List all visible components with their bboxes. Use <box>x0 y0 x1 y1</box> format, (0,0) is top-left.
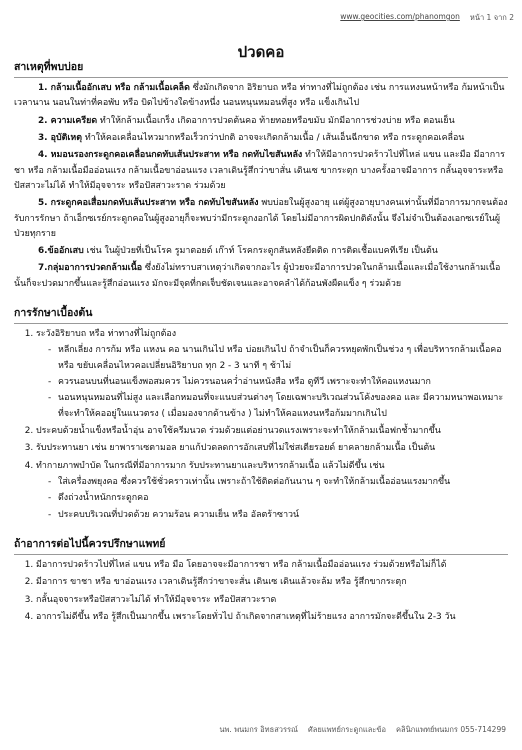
treatment-list <box>14 327 508 523</box>
cause-item <box>14 131 508 146</box>
treatment-step-text: ระวังอิริยาบถ หรือ ท่าทางที่ไม่ถูกต้อง <box>36 329 177 340</box>
treatment-bullet: - ประคบบริเวณที่ปวดด้วย ความร้อน ความเย็น หรือ อัลตร้าซาวน์ <box>58 508 508 523</box>
cause-lead: 5. กระดูกคอเสื่อมกดทับเส้นประสาท หรือ กดทับไขสันหลัง <box>38 198 259 209</box>
see-doctor-item: 4. อาการไม่ดีขึ้น หรือ รู้สึกเป็นมากขึ้น เพราะโดยทั่วไป ถ้าเกิดจากสาเหตุที่ไม่ร้ายแรง อาการมักจะดีขึ้นใน 2-3 วัน <box>36 610 508 625</box>
cause-text: ซึ่งมักเกิดจาก อิริยาบถ หรือ ท่าทางที่ไม่ถูกต้อง เช่น การแหงนหน้าหรือ ก้มหน้าเป็นเวลานาน นอนในท่าที่คอพับ หรือ บิดไปข้างใดข้างหนึ่ง นอนหนุนหมอนที่สูง หรือ แข็งเกินไป <box>14 83 505 109</box>
treatment-sublist <box>36 475 508 523</box>
cause-item <box>14 148 508 194</box>
cause-text: พบบ่อยในผู้สูงอายุ แต่ผู้สูงอายุบางคนเท่านั้นที่มีอาการมากจนต้องรับการรักษา ถ้าเอ็กซเรย์กระดูกคอในผู้สูงอายุก็จะพบว่ามีกระดูกงอกได้ โดยไม่มีอาการผิดปกติดังนั้น จึงไม่จำเป็นต้องเอกซเรย์ในผู้ป่วยทุกราย <box>14 198 508 239</box>
cause-lead: 1. กล้ามเนื้ออักเสบ หรือ กล้ามเนื้อเคล็ด <box>38 83 190 94</box>
page-title: ปวดคอ <box>237 43 285 61</box>
cause-text: ทำให้มีอาการปวดร้าวไปที่ไหล่ แขน และมือ มีอาการชา หรือ กล้ามเนื้อมืออ่อนแรง กล้ามเนื้อขาอ่อนแรง เวลาเดินรู้สึกว่าขาสั่น เดินเซ ขากระตุก บางครั้งอาจมีอาการ กลั้นอุจจาระหรือปัสสาวะไม่ได้ ทำให้มีอุจจาระ หรือปัสสาวะราด ร่วมด้วย <box>14 150 505 191</box>
cause-item <box>14 114 508 129</box>
source-url-link[interactable]: www.geocities.com/phanomgon <box>340 12 460 21</box>
treatment-step <box>36 459 508 523</box>
page-number: หน้า 1 จาก 2 <box>469 13 514 22</box>
cause-lead: 3. อุบัติเหตุ <box>38 132 83 143</box>
cause-lead: 4. หมอนรองกระดูกคอเคลื่อนกดทับเส้นประสาท หรือ กดทับไขสันหลัง <box>38 150 303 161</box>
treatment-step: 2. ประคบด้วยน้ำแข็งหรือน้ำอุ่น อาจใช้ครีมนวด ร่วมด้วยแต่อย่านวดแรงเพราะจะทำให้กล้ามเนื้อฟกช้ำมากขึ้น <box>36 424 508 439</box>
cause-lead: 2. ความเครียด <box>38 115 98 126</box>
cause-text: ซึ่งยังไม่ทราบสาเหตุว่าเกิดจากอะไร ผู้ป่วยจะมีอาการปวดในกล้ามเนื้อและเมื่อใช้งานกล้ามเนื้อนั้นก็จะปวดมากขึ้นและรู้สึกอ่อนแรง มักจะมีจุดที่กดเจ็บชัดเจนและอาจคลำได้ก้อนพังผืดแข็ง ๆ ร่วมด้วย <box>14 263 501 289</box>
cause-item <box>14 81 508 112</box>
treatment-bullet: - นอนหนุนหมอนที่ไม่สูง และเลือกหมอนที่จะแนบส่วนต่างๆ โดยเฉพาะบริเวณส่วนโค้งของคอ และ มีความหนาพอเหมาะที่จะทำให้คออยู่ในแนวตรง ( เมื่อมองจากด้านข้าง ) ไม่ทำให้คอแหงนหรือก้มมากเกินไป <box>58 391 508 422</box>
footer-specialty: ศัลยแพทย์กระดูกและข้อ <box>308 725 386 734</box>
article-body <box>14 58 508 627</box>
page-footer <box>219 724 506 736</box>
see-doctor-item: 2. มีอาการ ขาชา หรือ ขาอ่อนแรง เวลาเดินรู้สึกว่าขาจะสั่น เดินเซ เดินแล้วจะล้ม หรือ รู้สึกขากระตุก <box>36 575 508 590</box>
section-heading-treatment: การรักษาเบื้องต้น <box>14 304 508 324</box>
see-doctor-item: 1. มีอาการปวดร้าวไปที่ไหล่ แขน หรือ มือ โดยอาจจะมีอาการชา หรือ กล้ามเนื้อมืออ่อนแรง ร่วมด้วยหรือไม่ก็ได้ <box>36 558 508 573</box>
cause-item <box>14 261 508 292</box>
treatment-bullet: - หลีกเลี่ยง การก้ม หรือ แหงน คอ นานเกินไป หรือ บ่อยเกินไป ถ้าจำเป็นก็ควรหยุดพักเป็นช่วง ๆ เพื่อบริหารกล้ามเนื้อคอ หรือ ขยับเคลื่อนไหวคอเปลี่ยนอิริยาบถ ทุก 2 - 3 นาที ๆ ช้าไม่ <box>58 343 508 374</box>
page-header <box>340 12 514 24</box>
see-doctor-list <box>14 558 508 625</box>
section-heading-see-doctor: ถ้าอาการต่อไปนี้ควรปรึกษาแพทย์ <box>14 535 508 555</box>
see-doctor-item: 3. กลั้นอุจจาระหรือปัสสาวะไม่ได้ ทำให้มีอุจจาระ หรือปัสสาวะราด <box>36 593 508 608</box>
treatment-bullet: - ควรนอนบนที่นอนแข็งพอสมควร ไม่ควรนอนคว่ำอ่านหนังสือ หรือ ดูทีวี เพราะจะทำให้คอแหงนมาก <box>58 375 508 390</box>
treatment-step-text: ทำกายภาพบำบัด ในกรณีที่มีอาการมาก รับประทานยาและบริหารกล้ามเนื้อ แล้วไม่ดีขึ้น เช่น <box>36 460 385 471</box>
cause-lead: 7.กลุ่มอาการปวดกล้ามเนื้อ <box>38 263 143 274</box>
cause-text: ทำให้กล้ามเนื้อเกร็ง เกิดอาการปวดต้นคอ ท้ายทอยหรือขมับ มักมีอาการช่วงบ่าย หรือ ตอนเย็น <box>97 115 455 126</box>
treatment-step: 3. รับประทานยา เช่น ยาพาราเซตามอล ยาแก้ปวดลดการอักเสบที่ไม่ใช่สเตียรอยด์ ยาคลายกล้ามเนื้อ เป็นต้น <box>36 441 508 456</box>
treatment-bullet: - ใส่เครื่องพยุงคอ ซึ่งควรใช้ชั่วคราวเท่านั้น เพราะถ้าใช้ติดต่อกันนาน ๆ จะทำให้กล้ามเนื้ออ่อนแรงมากขึ้น <box>58 475 508 490</box>
footer-author: นพ. พนมกร อิทธสวรรณ์ <box>219 725 298 734</box>
treatment-bullet: - ดึงถ่วงน้ำหนักกระดูกคอ <box>58 491 508 506</box>
cause-item <box>14 196 508 242</box>
section-heading-causes: สาเหตุที่พบบ่อย <box>14 58 508 78</box>
cause-lead: 6.ข้ออักเสบ <box>38 246 84 257</box>
treatment-step <box>36 327 508 422</box>
cause-item <box>14 244 508 259</box>
cause-text: ทำให้คอเคลื่อนไหวมากหรือเร็วกว่าปกติ อาจจะเกิดกล้ามเนื้อ / เส้นเอ็นฉีกขาด หรือ กระดูกคอเคลื่อน <box>82 132 465 143</box>
treatment-sublist <box>36 343 508 422</box>
cause-text: เช่น ในผู้ป่วยที่เป็นโรค รูมาตอยด์ เก๊าท์ โรคกระดูกสันหลังยึดติด การติดเชื้อแบคทีเรีย เป็นต้น <box>83 246 438 257</box>
footer-clinic: คลินิกแพทย์พนมกร 055-714299 <box>395 725 506 734</box>
